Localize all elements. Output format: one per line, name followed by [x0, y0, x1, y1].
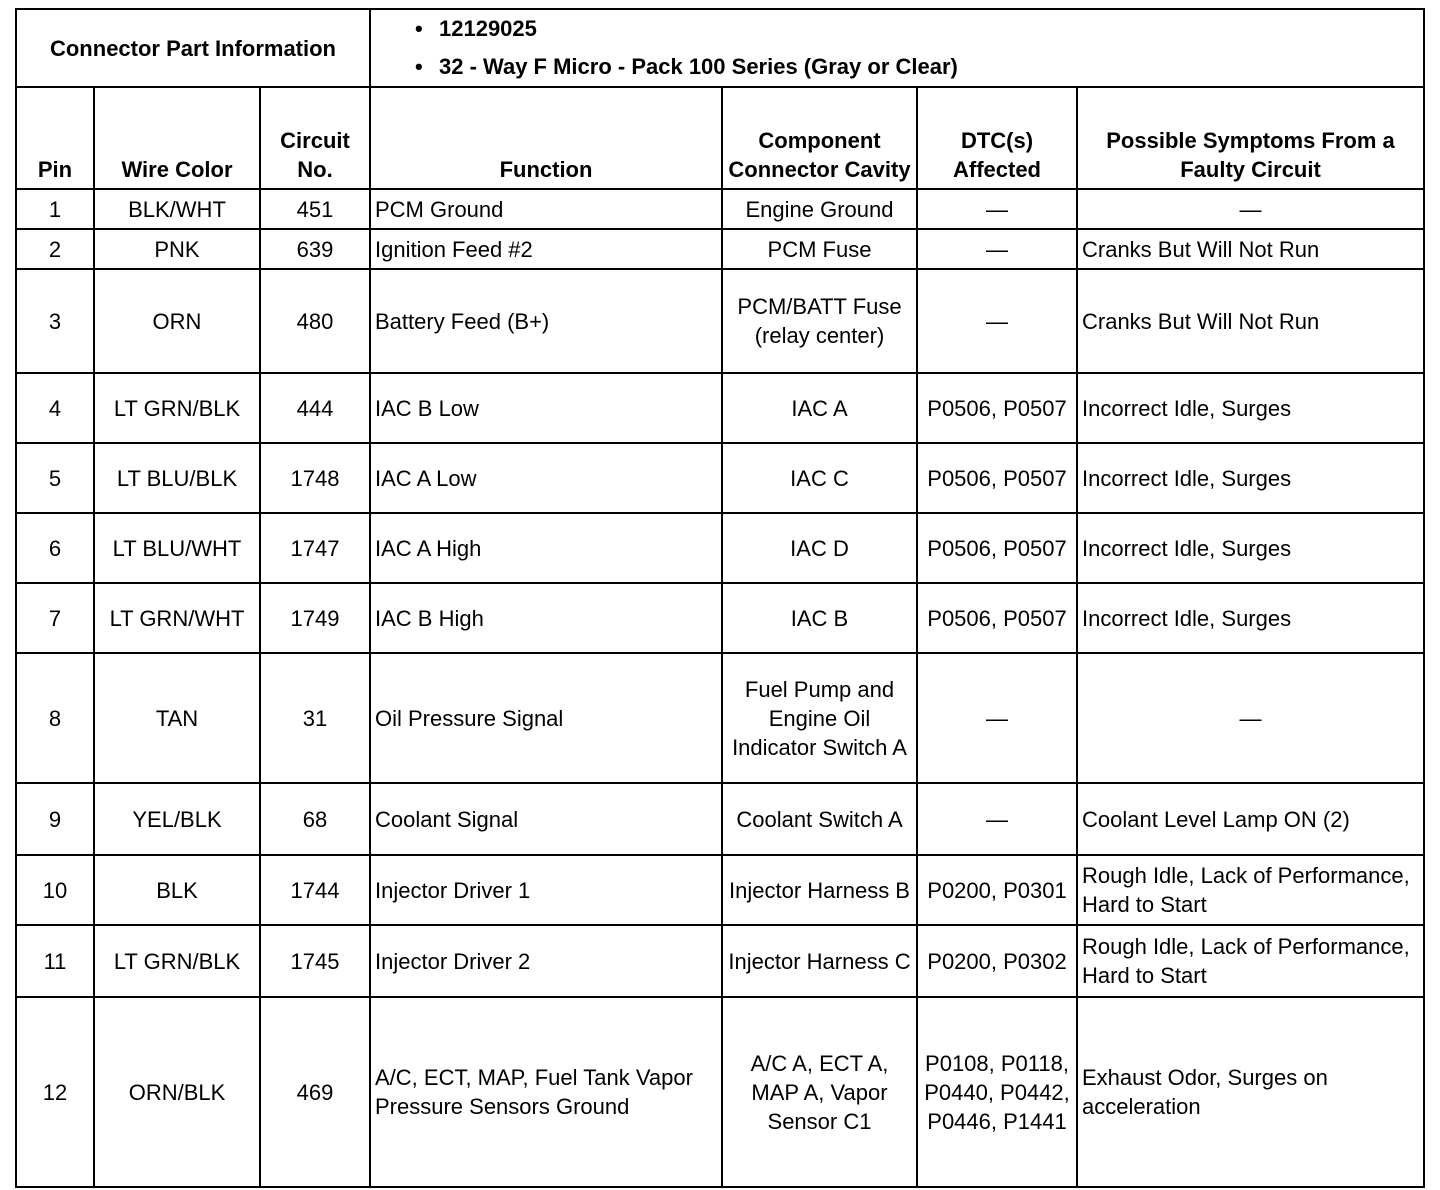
pin-cell: 12 [16, 997, 94, 1187]
function-cell: IAC A Low [370, 443, 722, 513]
dtc-cell: P0200, P0302 [917, 925, 1077, 997]
symptoms-cell: — [1077, 189, 1424, 229]
symptoms-cell: Incorrect Idle, Surges [1077, 443, 1424, 513]
function-cell: Battery Feed (B+) [370, 269, 722, 373]
pin-cell: 6 [16, 513, 94, 583]
wire-color-cell: LT BLU/BLK [94, 443, 260, 513]
dtc-cell: P0108, P0118, P0440, P0442, P0446, P1441 [917, 997, 1077, 1187]
dtc-cell: P0506, P0507 [917, 513, 1077, 583]
wire-color-cell: BLK/WHT [94, 189, 260, 229]
table-row [16, 443, 1424, 513]
function-cell: Oil Pressure Signal [370, 653, 722, 783]
header-dtc: DTC(s) Affected [917, 87, 1077, 189]
function-cell: IAC A High [370, 513, 722, 583]
table-row [16, 583, 1424, 653]
circuit-no-cell: 469 [260, 997, 370, 1187]
pin-cell: 5 [16, 443, 94, 513]
function-cell: Injector Driver 1 [370, 855, 722, 925]
wire-color-cell: ORN/BLK [94, 997, 260, 1187]
symptoms-cell: Exhaust Odor, Surges on acceleration [1077, 997, 1424, 1187]
cavity-cell: Injector Harness B [722, 855, 917, 925]
wire-color-cell: PNK [94, 229, 260, 269]
wire-color-cell: BLK [94, 855, 260, 925]
table-row [16, 653, 1424, 783]
cavity-cell: IAC B [722, 583, 917, 653]
wire-color-cell: TAN [94, 653, 260, 783]
circuit-no-cell: 444 [260, 373, 370, 443]
connector-info-title: Connector Part Information [16, 9, 370, 87]
circuit-no-cell: 1748 [260, 443, 370, 513]
circuit-no-cell: 1749 [260, 583, 370, 653]
table-row [16, 513, 1424, 583]
table-row [16, 229, 1424, 269]
function-cell: A/C, ECT, MAP, Fuel Tank Vapor Pressure Sensors Ground [370, 997, 722, 1187]
function-cell: PCM Ground [370, 189, 722, 229]
table-row [16, 783, 1424, 855]
circuit-no-cell: 1744 [260, 855, 370, 925]
connector-info-row [16, 9, 1424, 87]
table-row [16, 189, 1424, 229]
cavity-cell: A/C A, ECT A, MAP A, Vapor Sensor C1 [722, 997, 917, 1187]
dtc-cell: P0506, P0507 [917, 443, 1077, 513]
pin-cell: 2 [16, 229, 94, 269]
circuit-no-cell: 68 [260, 783, 370, 855]
table-row [16, 373, 1424, 443]
dtc-cell: — [917, 653, 1077, 783]
symptoms-cell: Rough Idle, Lack of Performance, Hard to Start [1077, 855, 1424, 925]
header-row [16, 87, 1424, 189]
header-pin: Pin [16, 87, 94, 189]
table-row [16, 925, 1424, 997]
cavity-cell: IAC C [722, 443, 917, 513]
circuit-no-cell: 1745 [260, 925, 370, 997]
pin-cell: 8 [16, 653, 94, 783]
header-symptoms: Possible Symptoms From a Faulty Circuit [1077, 87, 1424, 189]
cavity-cell: Coolant Switch A [722, 783, 917, 855]
symptoms-cell: Incorrect Idle, Surges [1077, 373, 1424, 443]
function-cell: IAC B High [370, 583, 722, 653]
cavity-cell: IAC A [722, 373, 917, 443]
circuit-no-cell: 451 [260, 189, 370, 229]
pin-cell: 7 [16, 583, 94, 653]
function-cell: Injector Driver 2 [370, 925, 722, 997]
wire-color-cell: LT GRN/BLK [94, 373, 260, 443]
wire-color-cell: LT GRN/BLK [94, 925, 260, 997]
connector-info-item: • 32 - Way F Micro - Pack 100 Series (Gray or Clear) [415, 54, 958, 79]
header-cavity: Component Connector Cavity [722, 87, 917, 189]
header-function: Function [370, 87, 722, 189]
pin-cell: 4 [16, 373, 94, 443]
cavity-cell: PCM Fuse [722, 229, 917, 269]
table-row [16, 997, 1424, 1187]
symptoms-cell: Incorrect Idle, Surges [1077, 583, 1424, 653]
pin-cell: 11 [16, 925, 94, 997]
dtc-cell: P0200, P0301 [917, 855, 1077, 925]
circuit-no-cell: 639 [260, 229, 370, 269]
pin-cell: 1 [16, 189, 94, 229]
circuit-no-cell: 480 [260, 269, 370, 373]
cavity-cell: Injector Harness C [722, 925, 917, 997]
dtc-cell: — [917, 189, 1077, 229]
dtc-cell: — [917, 229, 1077, 269]
circuit-no-cell: 31 [260, 653, 370, 783]
table-row [16, 269, 1424, 373]
connector-info-list [370, 9, 1424, 87]
pin-cell: 9 [16, 783, 94, 855]
pin-cell: 10 [16, 855, 94, 925]
cavity-cell: Fuel Pump and Engine Oil Indicator Switch A [722, 653, 917, 783]
wire-color-cell: LT BLU/WHT [94, 513, 260, 583]
table-body [16, 189, 1424, 1187]
circuit-no-cell: 1747 [260, 513, 370, 583]
wire-color-cell: LT GRN/WHT [94, 583, 260, 653]
header-wire-color: Wire Color [94, 87, 260, 189]
dtc-cell: — [917, 783, 1077, 855]
cavity-cell: PCM/BATT Fuse (relay center) [722, 269, 917, 373]
function-cell: Coolant Signal [370, 783, 722, 855]
cavity-cell: Engine Ground [722, 189, 917, 229]
dtc-cell: — [917, 269, 1077, 373]
wire-color-cell: ORN [94, 269, 260, 373]
symptoms-cell: — [1077, 653, 1424, 783]
function-cell: IAC B Low [370, 373, 722, 443]
wire-color-cell: YEL/BLK [94, 783, 260, 855]
header-circuit-no: Circuit No. [260, 87, 370, 189]
connector-pinout-table [15, 8, 1425, 1188]
symptoms-cell: Cranks But Will Not Run [1077, 269, 1424, 373]
symptoms-cell: Coolant Level Lamp ON (2) [1077, 783, 1424, 855]
connector-info-item: • 12129025 [415, 16, 537, 41]
symptoms-cell: Rough Idle, Lack of Performance, Hard to Start [1077, 925, 1424, 997]
symptoms-cell: Incorrect Idle, Surges [1077, 513, 1424, 583]
cavity-cell: IAC D [722, 513, 917, 583]
table-row [16, 855, 1424, 925]
dtc-cell: P0506, P0507 [917, 373, 1077, 443]
pin-cell: 3 [16, 269, 94, 373]
function-cell: Ignition Feed #2 [370, 229, 722, 269]
symptoms-cell: Cranks But Will Not Run [1077, 229, 1424, 269]
dtc-cell: P0506, P0507 [917, 583, 1077, 653]
